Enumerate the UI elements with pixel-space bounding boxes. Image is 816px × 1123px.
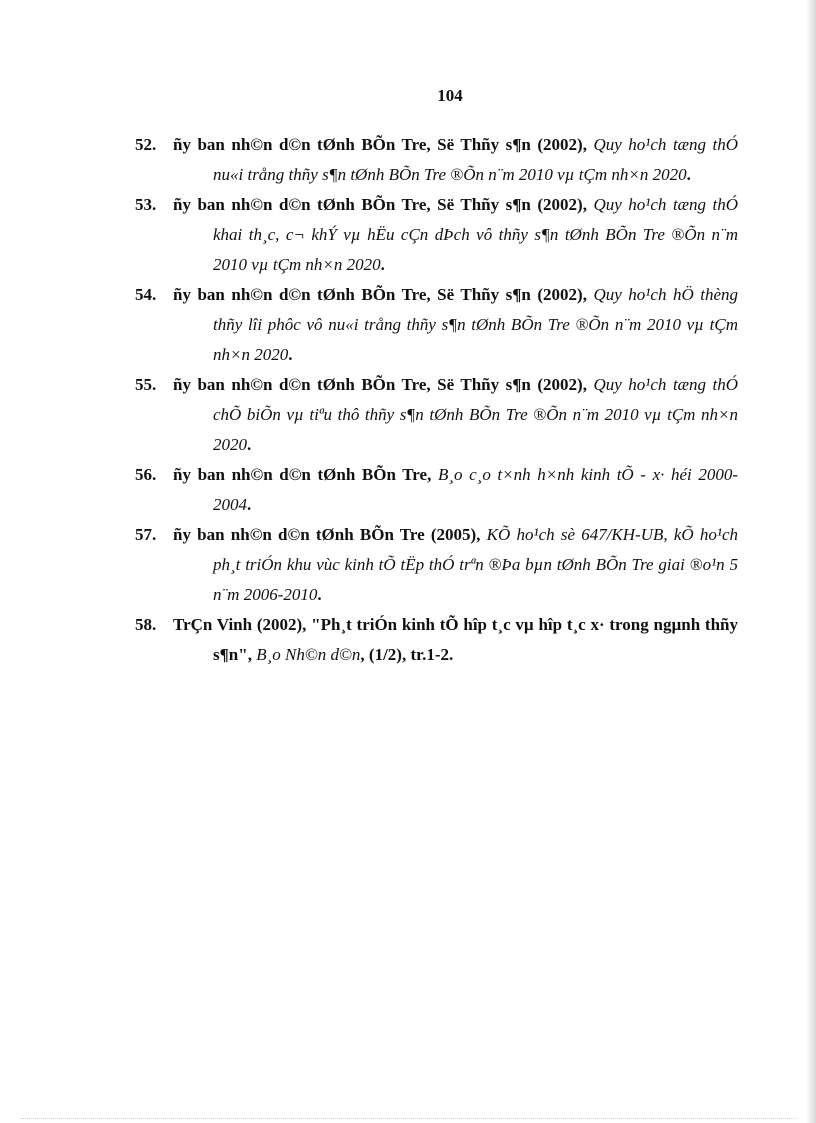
reference-suffix: , (1/2), tr.1-2.	[360, 645, 454, 664]
reference-title: Quy ho¹ch tæng thÓ khai th¸c, c¬ khÝ vµ hËu cÇn dÞch vô thñy s¶n tØnh BÕn Tre ®Õn n¨m 2010 vµ tÇm nh×n 2020	[213, 195, 739, 274]
reference-title: KÕ ho¹ch sè 647/KH-UB, kÕ ho¹ch ph¸t triÓn khu vùc kinh tÕ tËp thÓ trªn ®Þa bµn tØnh BÕn Tre giai ®o¹n 5 n¨m 2006-2010	[213, 525, 738, 604]
reference-text	[173, 460, 739, 520]
page-bottom-edge	[20, 1118, 796, 1119]
reference-number: 56.	[135, 465, 157, 484]
reference-number: 54.	[135, 285, 157, 304]
reference-suffix: .	[686, 165, 691, 184]
reference-author: ñy ban nh©n d©n tØnh BÕn Tre, Së Thñy s¶n (2002),	[173, 285, 587, 304]
reference-author: ñy ban nh©n d©n tØnh BÕn Tre, Së Thñy s¶n (2002),	[173, 375, 587, 394]
reference-text	[173, 370, 739, 460]
reference-title: Quy ho¹ch hÖ thèng thñy lîi phôc vô nu«i trång thñy s¶n tØnh BÕn Tre ®Õn n¨m 2010 vµ tÇm nh×n 2020	[213, 285, 739, 364]
reference-item-57	[0, 520, 816, 610]
reference-author: ñy ban nh©n d©n tØnh BÕn Tre (2005),	[173, 525, 481, 544]
reference-number: 52.	[135, 135, 157, 154]
reference-suffix: .	[288, 345, 293, 364]
reference-suffix: .	[317, 585, 322, 604]
reference-item-53	[0, 190, 816, 280]
reference-suffix: .	[247, 495, 252, 514]
reference-item-55	[0, 370, 816, 460]
reference-text	[173, 520, 738, 610]
reference-text	[173, 280, 739, 370]
reference-author: ñy ban nh©n d©n tØnh BÕn Tre,	[173, 465, 432, 484]
reference-suffix: .	[247, 435, 252, 454]
reference-item-56	[0, 460, 816, 520]
reference-text	[173, 610, 738, 670]
reference-text	[173, 130, 739, 190]
reference-number: 55.	[135, 375, 157, 394]
reference-item-52	[0, 130, 816, 190]
reference-number: 58.	[135, 615, 157, 634]
reference-title: Quy ho¹ch tæng thÓ chÕ biÕn vµ tiªu thô thñy s¶n tØnh BÕn Tre ®Õn n¨m 2010 vµ tÇm nh×n 2020	[213, 375, 739, 454]
reference-item-58	[0, 610, 816, 670]
page-number: 104	[437, 86, 463, 105]
reference-list	[0, 130, 816, 670]
reference-title: Quy ho¹ch tæng thÓ nu«i trång thñy s¶n tØnh BÕn Tre ®Õn n¨m 2010 vµ tÇm nh×n 2020	[213, 135, 739, 184]
reference-title: B¸o Nh©n d©n	[256, 645, 361, 664]
reference-title: B¸o c¸o t×nh h×nh kinh tÕ - x· héi 2000-2004	[213, 465, 739, 514]
reference-item-54	[0, 280, 816, 370]
reference-author: ñy ban nh©n d©n tØnh BÕn Tre, Së Thñy s¶n (2002),	[173, 195, 587, 214]
reference-author: TrÇn Vinh (2002), "Ph¸t triÓn kinh tÕ hîp t¸c vµ hîp t¸c x· trong ngµnh thñy s¶n",	[173, 615, 738, 664]
reference-number: 57.	[135, 525, 157, 544]
reference-suffix: .	[380, 255, 385, 274]
reference-author: ñy ban nh©n d©n tØnh BÕn Tre, Së Thñy s¶n (2002),	[173, 135, 587, 154]
reference-text	[173, 190, 739, 280]
reference-number: 53.	[135, 195, 157, 214]
